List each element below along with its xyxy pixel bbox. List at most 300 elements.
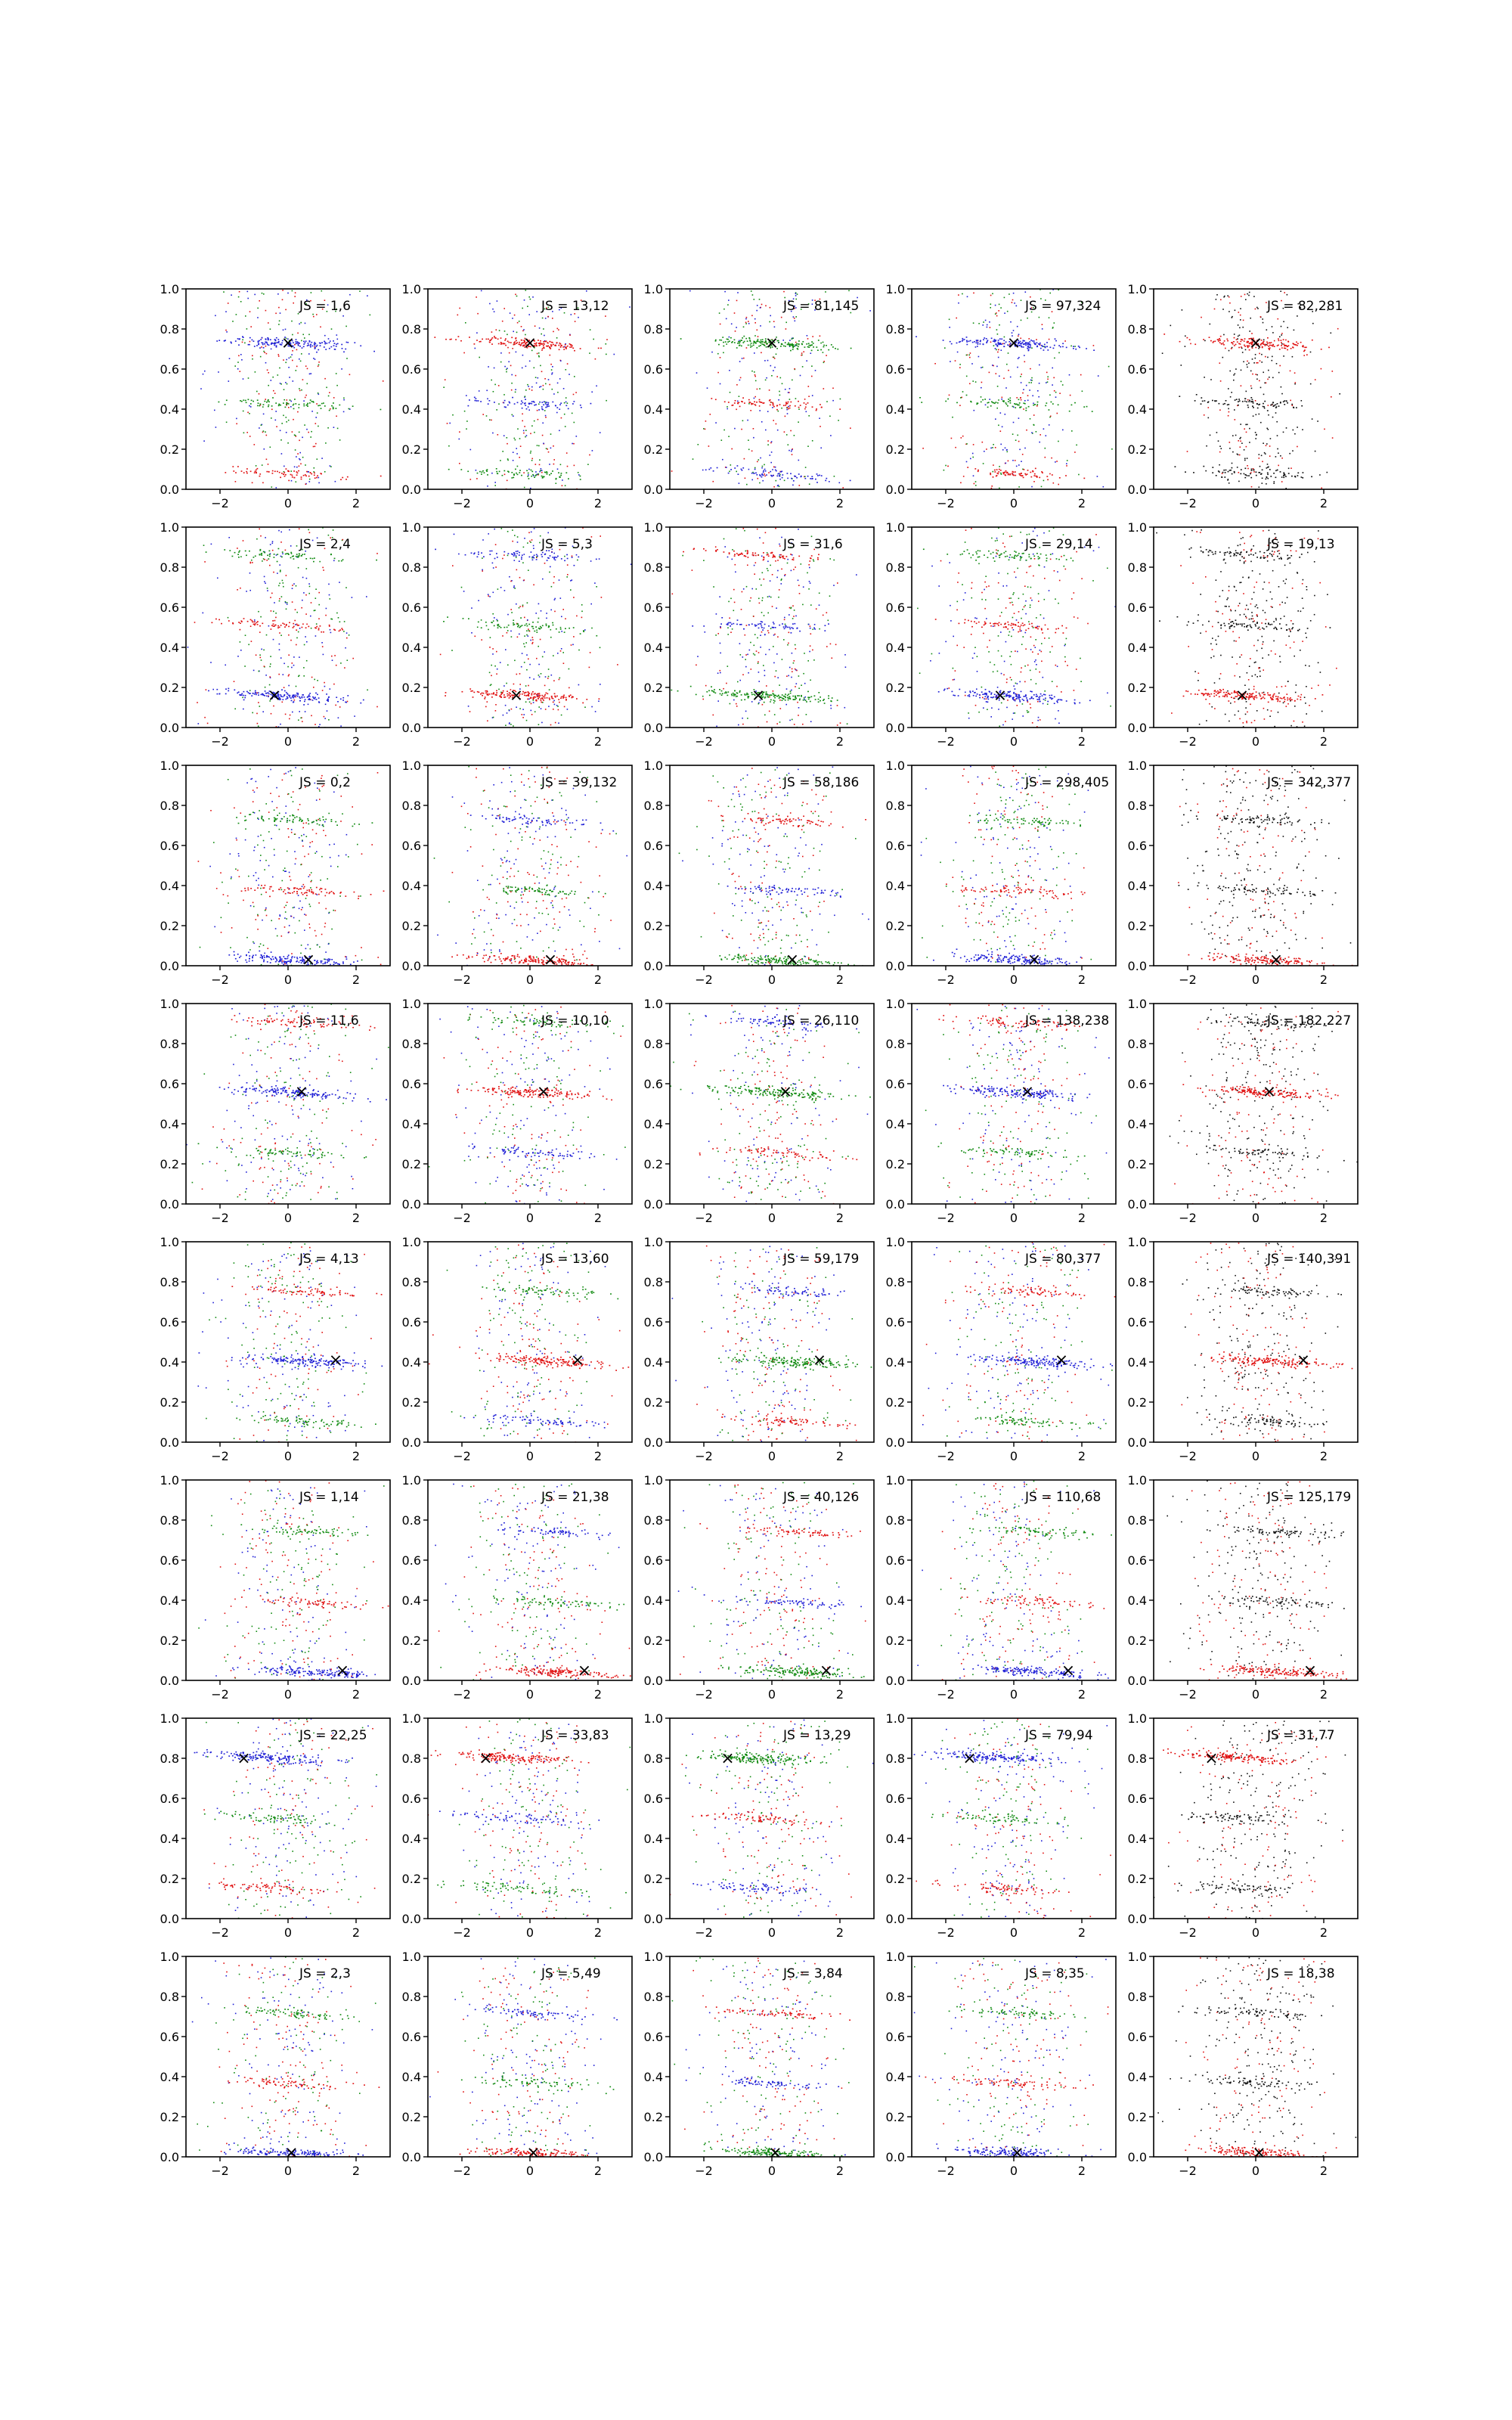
data-point <box>314 697 316 698</box>
data-point <box>547 343 549 344</box>
data-point <box>1038 396 1040 398</box>
data-point <box>786 409 788 411</box>
data-point <box>1284 346 1285 347</box>
data-point <box>478 554 479 555</box>
data-point <box>1204 414 1205 416</box>
data-point <box>1016 397 1018 399</box>
data-point <box>477 557 479 558</box>
data-point <box>342 700 344 701</box>
data-point <box>277 625 279 627</box>
data-point <box>298 625 299 626</box>
data-point <box>802 604 804 606</box>
data-point <box>496 690 497 692</box>
data-point <box>753 616 754 617</box>
data-point <box>225 688 227 690</box>
data-point <box>507 458 509 460</box>
data-point <box>780 471 782 473</box>
data-point <box>526 435 528 436</box>
data-point <box>980 343 981 345</box>
data-point <box>1214 309 1216 310</box>
data-point <box>486 625 488 627</box>
data-point <box>1201 397 1202 399</box>
data-point <box>795 696 796 697</box>
data-point <box>772 574 773 576</box>
data-point <box>534 555 535 557</box>
data-point <box>268 399 269 401</box>
data-point <box>723 346 724 347</box>
data-point <box>293 408 295 410</box>
data-point <box>290 557 292 559</box>
data-point <box>1002 397 1003 399</box>
data-point <box>528 691 529 693</box>
data-point <box>1224 403 1225 405</box>
data-point <box>538 409 540 411</box>
data-point <box>807 660 809 662</box>
data-point <box>812 440 813 442</box>
data-point <box>818 692 820 693</box>
data-point <box>1175 466 1176 467</box>
data-point <box>538 675 540 676</box>
data-point <box>779 479 781 480</box>
data-point <box>990 303 992 305</box>
y-tick-label: 0.8 <box>644 322 663 337</box>
data-point <box>522 414 523 415</box>
data-point <box>512 397 513 399</box>
data-point <box>318 394 320 396</box>
data-point <box>492 309 494 310</box>
data-point <box>218 371 219 373</box>
data-point <box>1237 467 1238 468</box>
data-point <box>556 337 558 339</box>
data-point <box>544 410 546 411</box>
data-point <box>792 669 793 670</box>
data-point <box>1019 407 1021 408</box>
data-point <box>540 470 541 471</box>
data-point <box>268 400 269 402</box>
data-point <box>826 478 827 479</box>
data-point <box>367 295 368 296</box>
data-point <box>839 408 841 410</box>
data-point <box>1025 474 1027 476</box>
data-point <box>559 349 560 351</box>
data-point <box>271 625 273 626</box>
data-point <box>777 560 779 561</box>
data-point <box>543 389 544 390</box>
data-point <box>325 704 327 706</box>
data-point <box>564 402 565 404</box>
data-point <box>779 395 781 396</box>
data-point <box>742 674 744 675</box>
data-point <box>992 447 993 448</box>
data-point <box>808 396 810 397</box>
data-point <box>254 619 256 621</box>
data-point <box>783 639 785 641</box>
y-tick-label: 0.6 <box>1128 362 1147 377</box>
data-point <box>484 472 485 473</box>
data-point <box>531 470 532 471</box>
data-point <box>513 451 514 453</box>
data-point <box>504 343 506 345</box>
data-point <box>315 588 317 590</box>
data-point <box>324 335 326 337</box>
data-point <box>273 611 274 613</box>
data-point <box>795 293 797 294</box>
data-point <box>279 644 280 645</box>
data-point <box>742 591 743 593</box>
data-point <box>212 689 214 690</box>
data-point <box>565 397 567 399</box>
data-point <box>360 703 361 704</box>
data-point <box>459 439 460 440</box>
data-point <box>275 411 277 412</box>
data-point <box>786 675 788 677</box>
data-point <box>1204 340 1206 342</box>
data-point <box>764 464 765 466</box>
data-point <box>714 693 716 694</box>
data-point <box>370 315 371 316</box>
y-tick-label: 0.4 <box>402 641 421 655</box>
data-point <box>560 650 562 652</box>
data-point <box>511 636 513 638</box>
data-point <box>289 529 290 531</box>
data-point <box>790 473 792 475</box>
data-point <box>256 694 257 696</box>
data-point <box>797 695 798 697</box>
data-point <box>326 608 327 610</box>
y-tick-label: 0.2 <box>160 442 179 457</box>
data-point <box>1022 475 1024 476</box>
data-point <box>793 480 795 482</box>
data-point <box>1264 401 1266 402</box>
data-point <box>226 331 228 333</box>
data-point <box>541 673 542 675</box>
data-point <box>761 343 763 345</box>
data-point <box>312 401 314 402</box>
data-point <box>996 345 998 346</box>
data-point <box>1002 343 1004 345</box>
data-point <box>971 363 973 365</box>
data-point <box>288 407 290 408</box>
data-point <box>278 530 280 532</box>
data-point <box>470 479 472 480</box>
data-point <box>284 389 285 390</box>
data-point <box>1277 448 1278 450</box>
data-point <box>994 339 996 340</box>
data-point <box>958 294 959 296</box>
data-point <box>488 594 489 595</box>
data-point <box>253 693 254 694</box>
data-point <box>947 399 949 400</box>
data-point <box>509 710 510 712</box>
data-point <box>548 405 550 407</box>
data-point <box>1018 486 1020 488</box>
data-point <box>262 623 263 625</box>
data-point <box>203 374 204 375</box>
data-point <box>556 342 558 343</box>
data-point <box>547 693 548 695</box>
data-point <box>530 640 531 641</box>
data-point <box>204 561 206 563</box>
data-point <box>546 448 547 449</box>
data-point <box>334 349 336 350</box>
data-point <box>994 470 996 471</box>
data-point <box>756 347 758 349</box>
data-point <box>299 390 301 392</box>
data-point <box>210 662 212 663</box>
data-point <box>543 405 544 406</box>
data-point <box>1263 442 1264 444</box>
data-point <box>285 407 287 408</box>
data-point <box>497 625 498 626</box>
data-point <box>773 467 775 468</box>
data-point <box>1267 473 1269 474</box>
data-point <box>487 486 488 487</box>
data-point <box>1016 306 1018 307</box>
data-point <box>776 424 777 425</box>
data-point <box>1224 340 1225 342</box>
data-point <box>261 694 262 696</box>
data-point <box>541 470 543 471</box>
y-tick-label: 0.4 <box>160 402 179 417</box>
data-point <box>1284 400 1285 402</box>
data-point <box>231 342 232 343</box>
data-point <box>539 676 541 678</box>
data-point <box>1241 385 1242 386</box>
data-point <box>281 689 283 690</box>
data-point <box>217 693 218 695</box>
data-point <box>981 402 982 403</box>
data-point <box>525 399 526 400</box>
data-point <box>524 554 525 555</box>
data-point <box>534 368 535 369</box>
data-point <box>572 557 573 558</box>
data-point <box>527 699 528 700</box>
data-point <box>532 622 534 623</box>
data-point <box>489 342 491 343</box>
data-point <box>536 311 538 312</box>
data-point <box>524 487 525 489</box>
data-point <box>692 458 694 460</box>
data-point <box>808 345 810 346</box>
data-point <box>844 654 846 656</box>
data-point <box>329 410 330 411</box>
data-point <box>549 572 550 573</box>
data-point <box>496 619 497 621</box>
data-point <box>818 699 820 700</box>
data-point <box>790 430 792 432</box>
data-point <box>1062 346 1064 348</box>
data-point <box>987 327 988 328</box>
data-point <box>747 340 748 342</box>
y-tick-label: 0.4 <box>644 402 663 417</box>
data-point <box>761 585 762 586</box>
data-point <box>525 625 526 626</box>
data-point <box>793 616 795 617</box>
data-point <box>764 360 766 361</box>
data-point <box>525 430 527 431</box>
data-point <box>257 405 259 407</box>
data-point <box>743 528 745 529</box>
data-point <box>1252 374 1253 375</box>
data-point <box>299 407 300 408</box>
data-point <box>794 318 795 319</box>
data-point <box>1012 302 1013 303</box>
data-point <box>745 338 747 340</box>
data-point <box>798 343 800 345</box>
data-point <box>557 392 559 393</box>
data-point <box>773 646 774 647</box>
data-point <box>310 346 311 348</box>
data-point <box>996 475 998 476</box>
data-point <box>567 558 569 560</box>
data-point <box>1246 446 1247 448</box>
data-point <box>1111 448 1113 450</box>
data-point <box>318 477 320 479</box>
data-point <box>781 317 782 318</box>
data-point <box>720 626 721 628</box>
data-point <box>982 442 984 443</box>
data-point <box>319 343 321 344</box>
data-point <box>323 631 324 633</box>
data-point <box>1283 339 1284 340</box>
data-point <box>589 667 590 669</box>
data-point <box>1244 401 1246 402</box>
data-point <box>1249 428 1250 430</box>
data-point <box>1238 401 1239 402</box>
data-point <box>801 563 802 565</box>
data-point <box>550 341 551 343</box>
data-point <box>546 618 547 619</box>
data-point <box>1258 404 1259 405</box>
data-point <box>296 474 298 476</box>
data-point <box>240 400 241 402</box>
data-point <box>1266 443 1268 445</box>
data-point <box>773 405 774 406</box>
data-point <box>460 340 462 342</box>
data-point <box>797 628 798 629</box>
data-point <box>234 709 236 710</box>
data-point <box>318 592 320 594</box>
data-point <box>987 407 989 408</box>
data-point <box>525 692 526 693</box>
data-point <box>305 711 306 712</box>
data-point <box>562 479 563 481</box>
data-point <box>239 291 240 293</box>
data-point <box>539 542 541 544</box>
data-point <box>288 675 290 677</box>
data-point <box>1046 382 1047 383</box>
data-point <box>284 399 285 401</box>
data-point <box>1196 394 1198 396</box>
data-point <box>203 613 204 614</box>
data-point <box>562 697 564 699</box>
data-point <box>713 470 714 472</box>
data-point <box>280 569 281 571</box>
data-point <box>474 343 476 345</box>
data-point <box>260 616 262 618</box>
data-point <box>305 464 306 466</box>
data-point <box>793 699 795 700</box>
data-point <box>257 317 259 318</box>
y-tick-label: 0.4 <box>160 641 179 655</box>
data-point <box>837 724 838 726</box>
data-point <box>243 399 244 401</box>
data-point <box>308 529 309 531</box>
data-point <box>1271 342 1272 343</box>
data-point <box>779 475 780 476</box>
data-point <box>998 357 999 358</box>
data-point <box>500 342 502 343</box>
data-point <box>696 372 698 374</box>
x-tick-label: 2 <box>594 496 602 510</box>
data-point <box>286 432 287 433</box>
data-point <box>741 469 742 470</box>
data-point <box>252 622 253 623</box>
data-point <box>519 472 520 473</box>
data-point <box>284 624 285 625</box>
data-point <box>280 556 282 557</box>
data-point <box>517 474 519 476</box>
y-tick-label: 0.8 <box>402 322 421 337</box>
data-point <box>738 402 739 404</box>
data-point <box>301 476 302 478</box>
data-point <box>285 554 287 555</box>
data-point <box>1251 486 1253 488</box>
data-point <box>281 473 283 474</box>
data-point <box>544 401 545 402</box>
data-point <box>255 371 256 373</box>
y-tick-label: 1.0 <box>402 520 421 535</box>
data-point <box>330 632 332 634</box>
data-point <box>203 440 205 442</box>
data-point <box>542 579 544 580</box>
data-point <box>1052 403 1054 405</box>
data-point <box>970 352 971 354</box>
data-point <box>1036 405 1038 407</box>
data-point <box>807 445 809 447</box>
data-point <box>552 470 553 472</box>
data-point <box>520 445 522 447</box>
data-point <box>277 572 278 574</box>
data-point <box>524 695 525 697</box>
data-point <box>508 361 510 363</box>
x-tick-label: 0 <box>1010 496 1018 510</box>
data-point <box>989 372 990 374</box>
data-point <box>490 637 491 638</box>
data-point <box>1022 342 1024 343</box>
data-point <box>536 554 538 556</box>
data-point <box>1256 374 1258 376</box>
data-point <box>526 408 528 410</box>
data-point <box>1233 341 1235 343</box>
data-point <box>296 349 298 351</box>
data-point <box>720 627 721 628</box>
data-point <box>262 694 264 696</box>
data-point <box>324 343 326 345</box>
data-point <box>296 545 298 547</box>
data-point <box>318 426 319 427</box>
data-point <box>771 451 773 453</box>
data-point <box>1292 450 1294 451</box>
data-point <box>284 476 286 477</box>
data-point <box>255 690 256 692</box>
data-point <box>1240 319 1241 321</box>
data-point <box>757 330 758 331</box>
data-point <box>600 535 601 537</box>
data-point <box>810 721 812 722</box>
data-point <box>973 444 974 445</box>
data-point <box>1182 309 1183 311</box>
